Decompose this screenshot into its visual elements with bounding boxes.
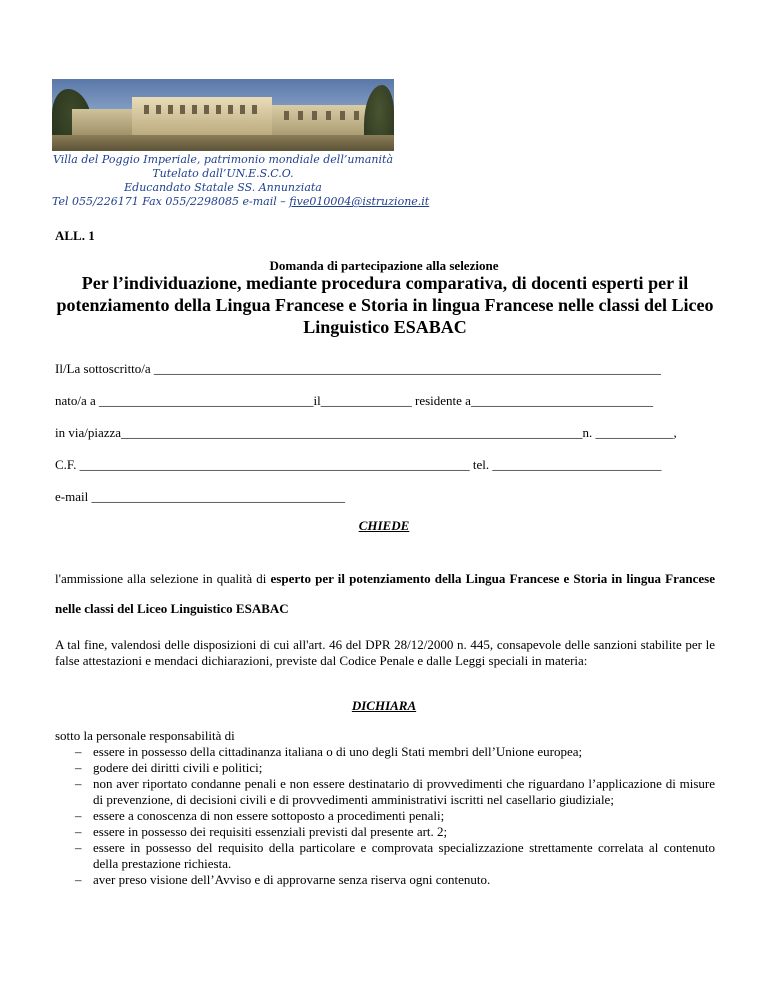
ammissione-paragraph [55,564,715,624]
form-line-email: e-mail _______________________________________ [55,489,345,504]
list-item-text: essere in possesso dei requisiti essenziali previsti dal presente art. 2; [93,824,448,839]
villa-window [204,105,209,114]
villa-window [326,111,331,120]
villa-window [156,105,161,114]
villa-window [354,111,359,120]
domanda-heading: Domanda di partecipazione alla selezione [269,258,499,273]
villa-window [298,111,303,120]
dash-icon: – [75,744,82,759]
dash-icon: – [75,776,82,791]
villa-window [284,111,289,120]
building-wing-right [272,105,377,137]
villa-window [180,105,185,114]
list-item-text: godere dei diritti civili e politici; [93,760,263,775]
dash-icon: – [75,872,82,887]
form-line-cf-tel: C.F. ____________________________________________________________ tel. __________________________ [55,457,662,472]
list-item-text: essere in possesso del requisito della particolare e comprovata specializzazione strettamente correlata al contenuto della prestazione richiesta. [93,840,715,871]
list-item-text: non aver riportato condanne penali e non essere destinatario di provvedimenti che riguardano l’applicazione di misure di prevenzione, di decisioni civili e di provvedimenti amministrativi iscritti nel casellario giudiziale; [93,776,715,807]
dash-icon: – [75,840,82,855]
responsabilita-text: sotto la personale responsabilità di [55,728,235,743]
ground [52,135,394,151]
caption-line-3: Educandato Statale SS. Annunziata [124,181,322,194]
dichiara-heading: DICHIARA [351,698,417,713]
ammissione-bold: esperto per il potenziamento della Lingua Francese e Storia in lingua Francese nelle classi del Liceo Linguistico ESABAC [55,571,715,616]
villa-window [216,105,221,114]
caption-line-1: Villa del Poggio Imperiale, patrimonio mondiale dell’umanità [53,153,393,166]
contact-email-link[interactable]: five010004@istruzione.it [289,195,430,208]
dichiarazioni-list [55,744,715,888]
caption-line-2: Tutelato dall’UN.E.S.C.O. [152,167,294,180]
caption-contact [52,195,430,209]
form-line-birth-residence: nato/a a _________________________________il______________ residente a____________________________ [55,393,653,408]
document-title: Per l’individuazione, mediante procedura comparativa, di docenti esperti per il potenziamento della Lingua Francese e Storia in lingua Francese nelle classi del Liceo Linguistico ESABAC [56,273,714,337]
list-item [55,824,715,840]
contact-prefix: Tel 055/226171 Fax 055/2298085 e-mail – [52,195,290,208]
building-wing-left [72,109,132,137]
allegato-label: ALL. 1 [55,228,95,243]
fine-paragraph: A tal fine, valendosi delle disposizioni di cui all'art. 46 del DPR 28/12/2000 n. 445, consapevole delle sanzioni stabilite per le false attestazioni e mendaci dichiarazioni, previste dal Codice Penale e dalle Leggi speciali in materia: [55,637,715,668]
list-item [55,840,715,872]
dash-icon: – [75,760,82,775]
villa-window [252,105,257,114]
form-line-name: Il/La sottoscritto/a ______________________________________________________________________________ [55,361,661,376]
list-item-text: essere in possesso della cittadinanza italiana o di uno degli Stati membri dell’Unione europea; [93,744,583,759]
list-item-text: aver preso visione dell’Avviso e di approvarne senza riserva ogni contenuto. [93,872,491,887]
ammissione-prefix: l'ammissione alla selezione in qualità di [55,571,271,586]
list-item [55,776,715,808]
villa-window [312,111,317,120]
form-line-address: in via/piazza_______________________________________________________________________n. ____________, [55,425,677,440]
villa-photo [52,79,394,151]
list-item [55,872,715,888]
dash-icon: – [75,808,82,823]
villa-window [240,105,245,114]
villa-window [192,105,197,114]
villa-window [228,105,233,114]
chiede-heading: CHIEDE [358,518,410,533]
list-item [55,744,715,760]
building-main [132,97,272,137]
villa-window [340,111,345,120]
list-item [55,760,715,776]
villa-window [168,105,173,114]
dash-icon: – [75,824,82,839]
villa-window [144,105,149,114]
list-item-text: essere a conoscenza di non essere sottoposto a procedimenti penali; [93,808,445,823]
list-item [55,808,715,824]
